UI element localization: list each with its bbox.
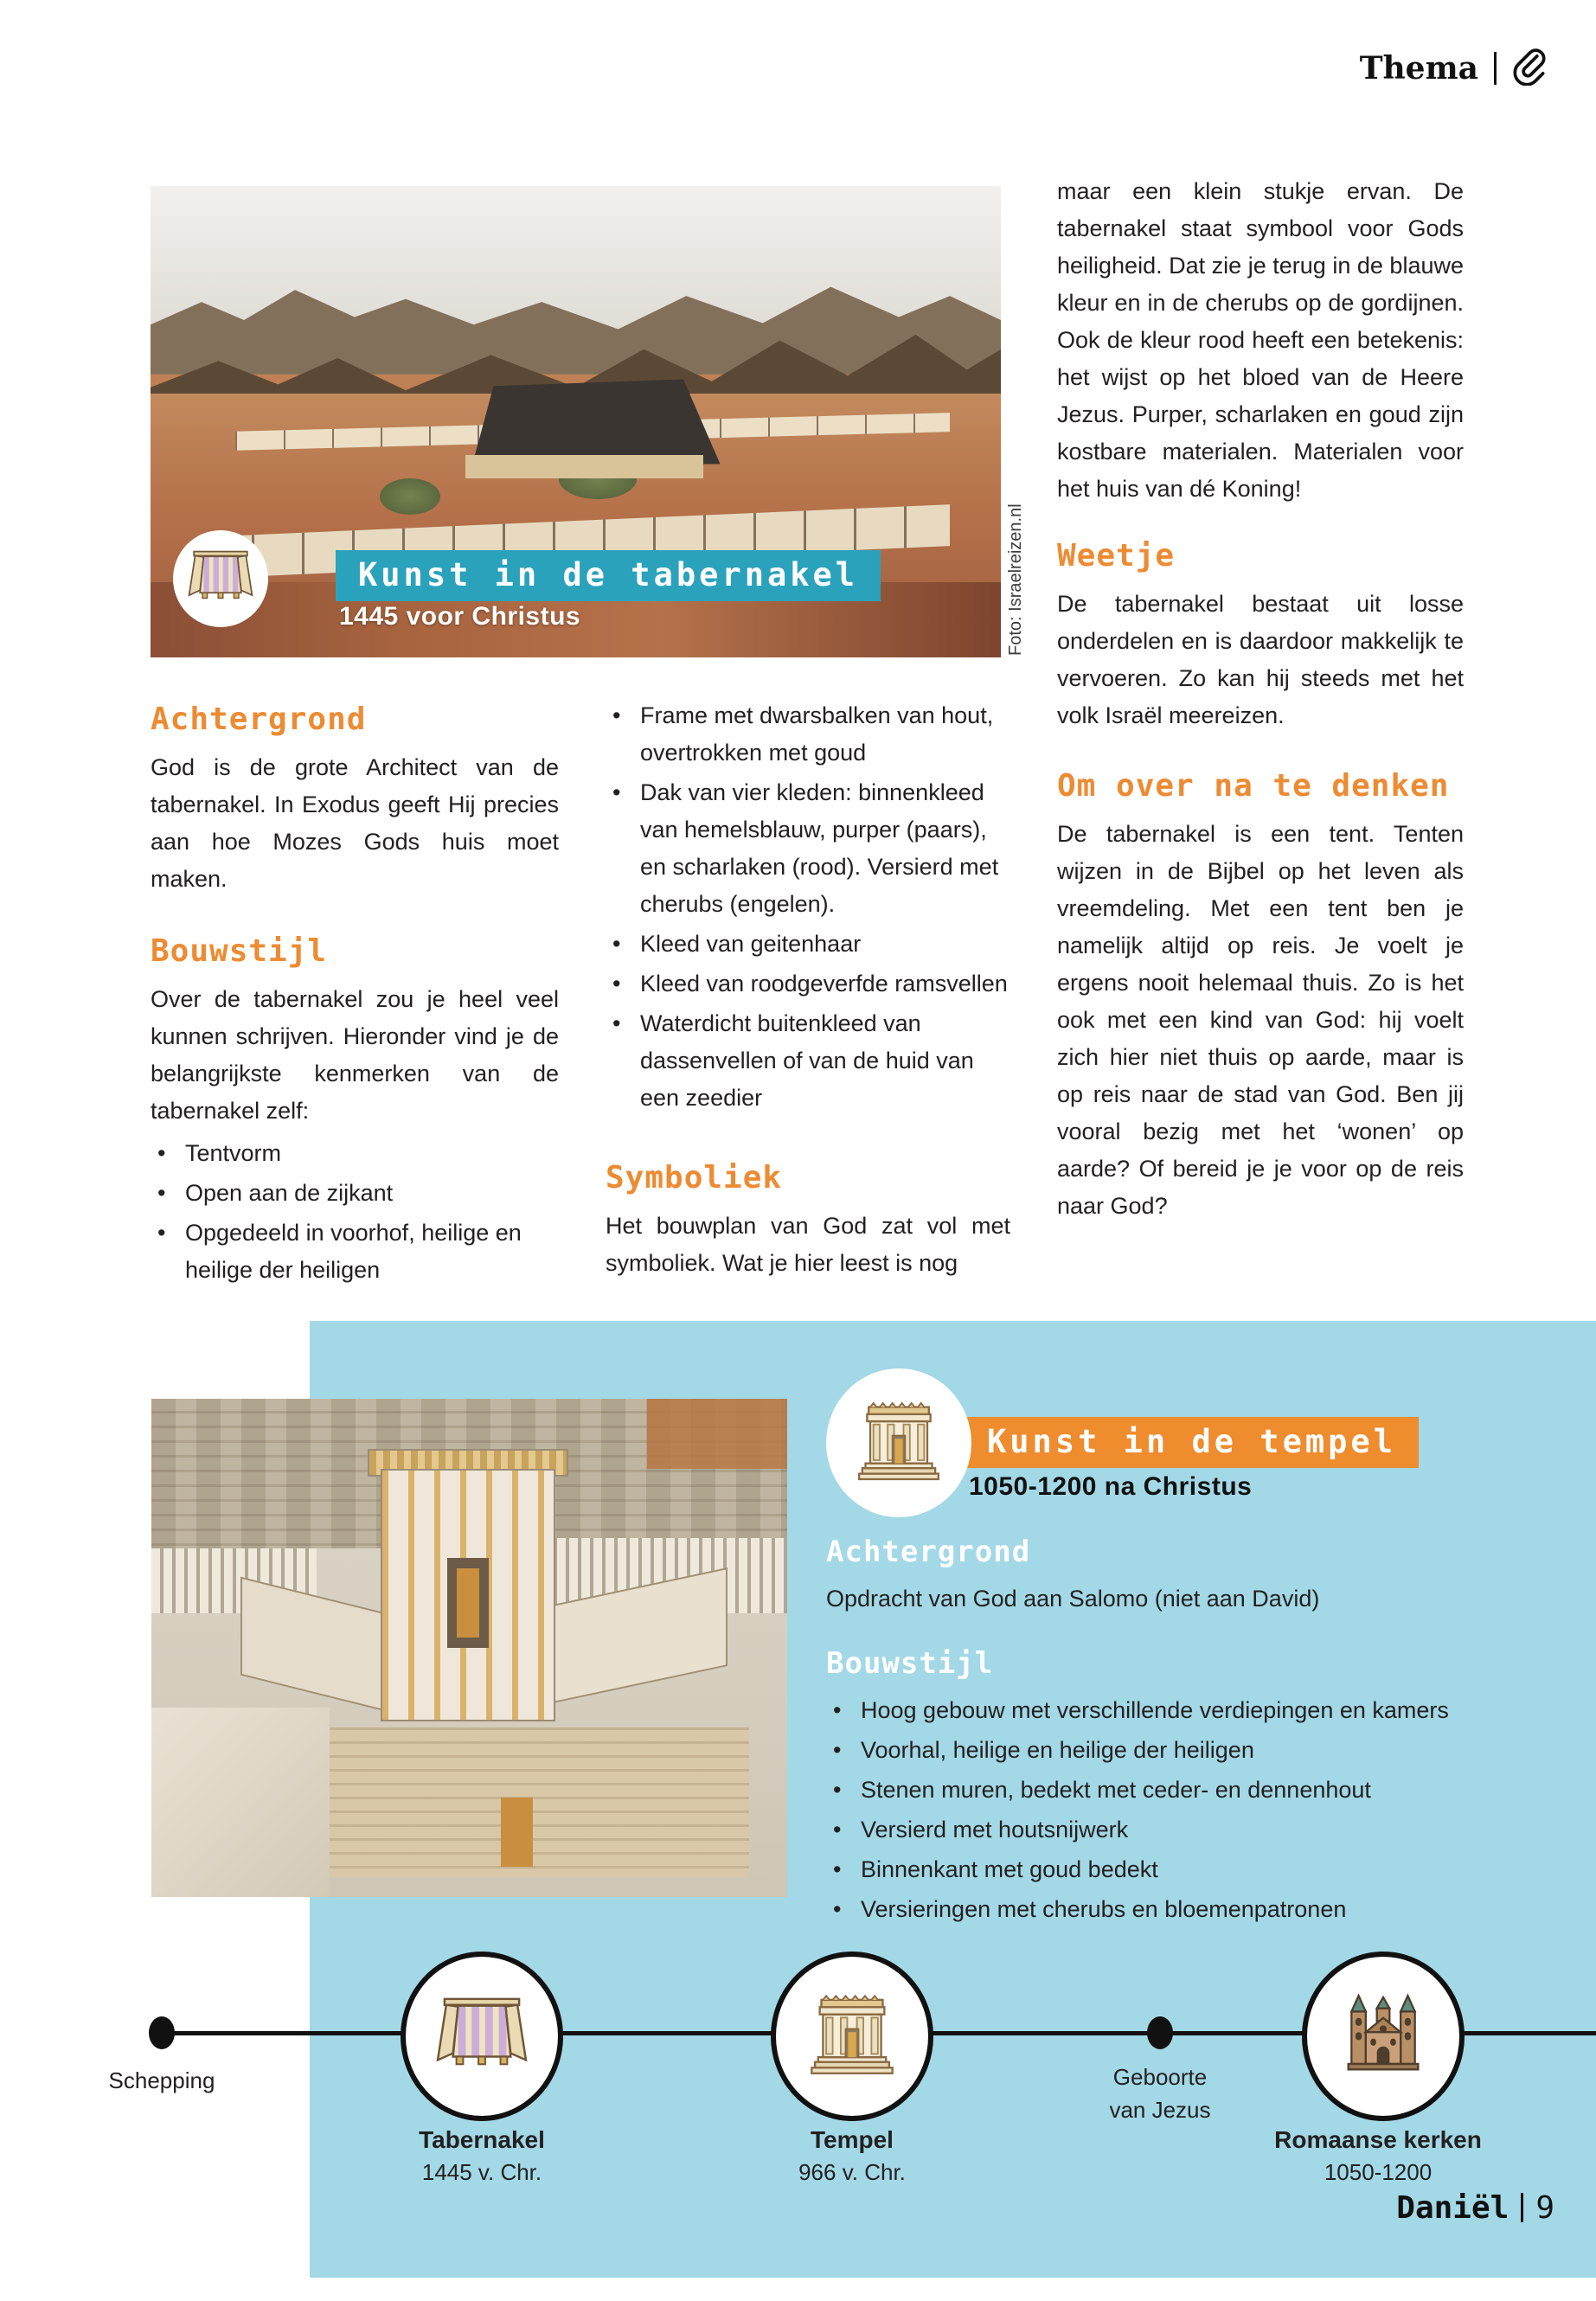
footer-book-title: Daniël <box>1396 2190 1509 2226</box>
temple-icon <box>851 1397 946 1490</box>
timeline-label-tabernakel: Tabernakel <box>419 2126 545 2153</box>
tabernacle-date: 1445 voor Christus <box>339 602 581 631</box>
tabernacle-icon <box>431 1992 533 2081</box>
timeline-label-tempel: Tempel <box>811 2126 894 2153</box>
photo-red-roofs <box>647 1399 787 1469</box>
tabernacle-badge <box>173 530 268 627</box>
list-item: • Kleed van geitenhaar <box>606 926 1010 963</box>
temple-icon <box>804 1990 901 2084</box>
symboliek-text: Het bouwplan van God zat vol met symboliek. Wat je hier leest is nog <box>606 1213 1010 1276</box>
header-divider <box>1494 52 1497 85</box>
timeline-date-tempel: 966 v. Chr. <box>798 2159 906 2185</box>
list-item: • Open aan de zijkant <box>151 1175 559 1212</box>
tabernacle-icon <box>184 547 257 612</box>
photo-temple-door <box>457 1568 479 1638</box>
column-achtergrond-bouwstijl <box>151 702 559 1292</box>
list-item: • Waterdicht buitenkleed van dassenvellen of van de huid van een zeedier <box>606 1005 1010 1117</box>
symboliek-heading: Symboliek <box>606 1160 783 1195</box>
timeline-dot-schepping <box>149 2016 175 2049</box>
timeline-date-kerken: 1050-1200 <box>1324 2159 1433 2185</box>
photo-plaza-tiles <box>151 1708 330 1897</box>
column-right <box>1057 173 1464 1225</box>
list-item: • Versieringen met cherubs en bloemenpatronen <box>826 1891 1579 1928</box>
list-item: • Binnenkant met goud bedekt <box>826 1851 1579 1888</box>
timeline-circle-kerken <box>1302 1952 1465 2121</box>
nadenken-heading: Om over na te denken <box>1057 768 1450 804</box>
footer-page-number: 9 <box>1535 2190 1554 2226</box>
page-header <box>1360 48 1548 90</box>
timeline-date-tabernakel: 1445 v. Chr. <box>421 2159 542 2185</box>
list-item: • Dak van vier kleden: binnenkleed van hemelsblauw, purper (paars), en scharlaken (rood). Versierd met cherubs (engelen). <box>606 774 1010 923</box>
paperclip-icon <box>1510 48 1548 90</box>
temple-photo <box>151 1399 787 1897</box>
tabernacle-tent-wall <box>465 455 703 478</box>
tabernacle-tent <box>457 379 721 464</box>
tabernacle-title-banner: Kunst in de tabernakel <box>336 550 881 601</box>
temple-achtergrond-heading: Achtergrond <box>826 1535 1031 1569</box>
photo-credit: Foto: Israelreizen.nl <box>1006 503 1025 656</box>
list-item: • Kleed van roodgeverfde ramsvellen <box>606 965 1010 1003</box>
achtergrond-text: God is de grote Architect van de tabernakel. In Exodus geeft Hij precies aan hoe Mozes Gods huis moet maken. <box>151 754 559 892</box>
bouwstijl-intro: Over de tabernakel zou je heel veel kunnen schrijven. Hieronder vind je de belangrijkste kenmerken van de tabernakel zelf: <box>151 986 559 1124</box>
temple-bouwstijl-heading: Bouwstijl <box>826 1646 994 1681</box>
timeline-label-geboorte-line1: Geboorte <box>1112 2064 1208 2090</box>
theme-label: Thema <box>1359 50 1478 87</box>
list-item: • Voorhal, heilige en heilige der heiligen <box>826 1732 1579 1769</box>
timeline-label-geboorte-line2: van Jezus <box>1109 2097 1211 2123</box>
list-item: • Hoog gebouw met verschillende verdiepingen en kamers <box>826 1692 1579 1729</box>
list-item: • Frame met dwarsbalken van hout, overtrokken met goud <box>606 697 1010 772</box>
list-item: • Stenen muren, bedekt met ceder- en dennenhout <box>826 1772 1579 1809</box>
kenmerken-list-2 <box>606 697 1010 1117</box>
photo-gold-gate <box>501 1798 533 1868</box>
weetje-heading: Weetje <box>1057 538 1176 574</box>
timeline-label-kerken: Romaanse kerken <box>1274 2126 1482 2153</box>
footer-divider <box>1521 2193 1523 2222</box>
nadenken-text: De tabernakel is een tent. Tenten wijzen in de Bijbel op het leven als vreemdeling. Met een tent ben je namelijk altijd op reis. Je voelt je ergens nooit helemaal thuis. Zo is het ook met een kind van God: hij voelt zich hier niet thuis op aarde, maar is op reis naar de stad van God. Ben jij vooral bezig met het ‘wonen’ op aarde? Of bereid je je voor op de reis naar God? <box>1057 821 1464 1219</box>
kenmerken-list-1 <box>151 1135 559 1289</box>
photo-outer-wall <box>330 1727 749 1877</box>
temple-date: 1050-1200 na Christus <box>969 1472 1253 1501</box>
timeline-label-schepping: Schepping <box>108 2067 215 2093</box>
temple-text-block <box>826 1535 1579 1931</box>
timeline-circle-tempel <box>771 1952 933 2121</box>
column-kenmerken-symboliek <box>606 697 1010 1282</box>
page-footer <box>1396 2190 1554 2226</box>
church-icon <box>1336 1989 1431 2085</box>
achtergrond-heading: Achtergrond <box>151 702 367 737</box>
photo-bush <box>380 478 440 515</box>
temple-kenmerken-list <box>826 1692 1579 1928</box>
timeline-circle-tabernakel <box>401 1952 563 2121</box>
list-item: • Opgedeeld in voorhof, heilige en heilige der heiligen <box>151 1215 559 1289</box>
temple-badge <box>826 1368 971 1517</box>
temple-achtergrond-text: Opdracht van God aan Salomo (niet aan David) <box>826 1586 1320 1612</box>
weetje-text: De tabernakel bestaat uit losse onderdelen en is daardoor makkelijk te vervoeren. Zo kan hij steeds met het volk Israël meereizen. <box>1057 591 1464 728</box>
list-item: • Versierd met houtsnijwerk <box>826 1811 1579 1849</box>
timeline-label-geboorte <box>1074 2061 1247 2126</box>
bouwstijl-heading: Bouwstijl <box>151 933 328 969</box>
list-item: • Tentvorm <box>151 1135 559 1172</box>
temple-title-banner: Kunst in de tempel <box>965 1417 1419 1468</box>
timeline-dot-geboorte <box>1147 2016 1173 2049</box>
symboliek-vervolg-text: maar een klein stukje ervan. De tabernakel staat symbool voor Gods heiligheid. Dat zie je terug in de blauwe kleur en in de cherubs op de gordijnen. Ook de kleur rood heeft een betekenis: het wijst op het bloed van de Heere Jezus. Purper, scharlaken en goud zijn kostbare materialen. Materialen voor het huis van dé Koning! <box>1057 178 1464 502</box>
